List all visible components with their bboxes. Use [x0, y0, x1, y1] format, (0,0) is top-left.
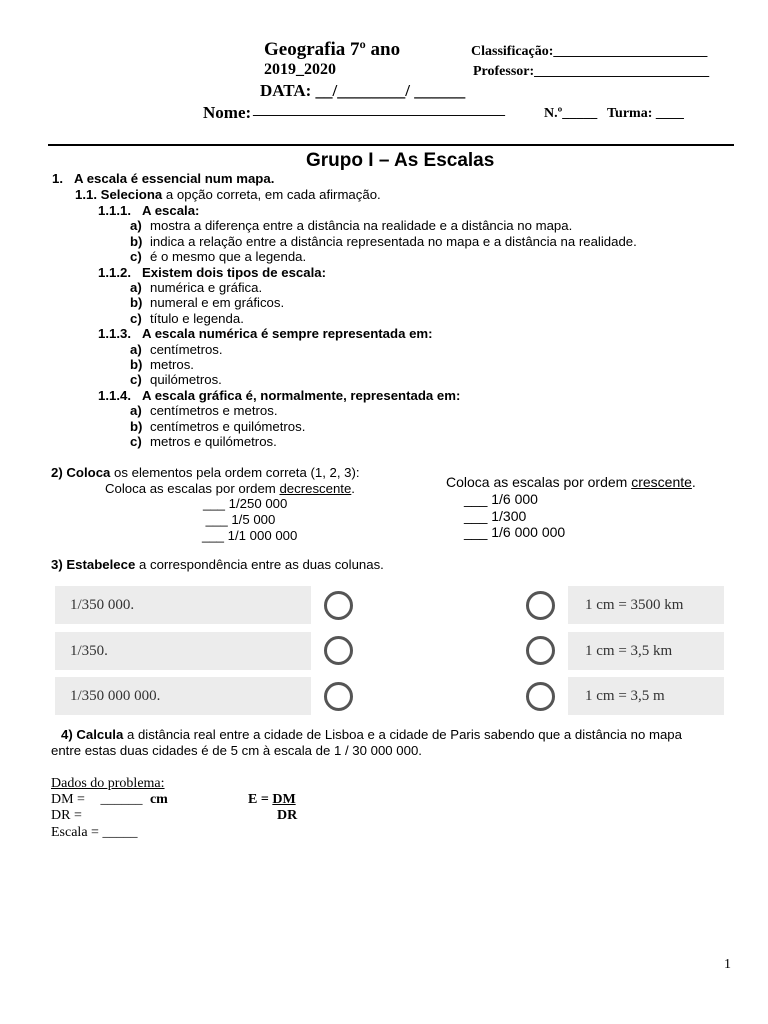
q2-right-instruction	[446, 474, 696, 490]
option-text: numeral e em gráficos.	[150, 295, 285, 311]
classification-field[interactable]: Classificação:______________________	[471, 44, 708, 59]
option-letter: a)	[130, 341, 142, 357]
q2-heading	[51, 465, 360, 480]
answer-option[interactable]	[130, 342, 223, 357]
q3-verb: 3) Estabelece	[51, 557, 136, 572]
q1-subquestion-heading	[98, 203, 199, 218]
equivalence-box-right	[568, 632, 724, 670]
q4-statement	[61, 727, 682, 742]
formula-denominator: DR	[277, 808, 298, 823]
q2-right-instr-text: Coloca as escalas por ordem	[446, 474, 632, 490]
problem-data-title: Dados do problema:	[51, 776, 165, 791]
q1-1-instruction: a opção correta, em cada afirmação.	[162, 187, 381, 202]
scale-box-left	[55, 632, 311, 670]
dr-row: DR =	[51, 808, 82, 823]
q2-left-item[interactable]: ___ 1/1 000 000	[202, 528, 298, 543]
subquestion-number: 1.1.4.	[98, 387, 131, 403]
scale-box-left	[55, 677, 311, 715]
q2-left-instr-order: decrescente	[279, 481, 352, 496]
answer-option[interactable]	[130, 234, 637, 249]
name-label: Nome:	[203, 103, 252, 122]
answer-option[interactable]	[130, 280, 262, 295]
name-field[interactable]: ____________________________________	[253, 103, 505, 118]
equivalence-box-right	[568, 677, 724, 715]
option-letter: a)	[130, 280, 142, 295]
q2-right-item[interactable]: ___ 1/6 000	[464, 491, 538, 507]
subquestion-title: A escala:	[142, 203, 200, 218]
option-letter: a)	[130, 403, 142, 419]
q1-heading	[52, 171, 274, 186]
equivalence-text: 1 cm = 3500 km	[585, 596, 684, 613]
option-letter: b)	[130, 418, 143, 434]
subquestion-number: 1.1.2.	[98, 264, 131, 280]
q1-1-verb: Seleciona	[100, 187, 163, 202]
option-letter: c)	[130, 372, 142, 388]
option-text: centímetros e quilómetros.	[150, 418, 306, 434]
date-field[interactable]: DATA: __/________/ ______	[260, 81, 466, 100]
scale-formula	[248, 792, 296, 808]
number-field[interactable]: N.º_____	[544, 106, 598, 121]
equivalence-text: 1 cm = 3,5 km	[585, 642, 673, 659]
option-letter: b)	[130, 233, 143, 249]
q2-left-item[interactable]: ___ 1/5 000	[202, 512, 276, 527]
option-letter: c)	[130, 249, 142, 265]
q1-1-number: 1.1.	[75, 187, 97, 202]
option-text: centímetros.	[150, 341, 223, 357]
group-title: Grupo I – As Escalas	[306, 150, 495, 171]
q2-right-item[interactable]: ___ 1/300	[464, 508, 527, 524]
school-year: 2019_2020	[264, 61, 336, 78]
formula-e: E =	[248, 792, 269, 807]
option-text: centímetros e metros.	[150, 403, 278, 419]
answer-option[interactable]	[130, 357, 194, 372]
q2-verb: 2) Coloca	[51, 465, 111, 480]
option-text: quilómetros.	[150, 372, 222, 388]
answer-option[interactable]	[130, 311, 244, 326]
match-circle-left[interactable]	[324, 591, 353, 620]
subquestion-number: 1.1.3.	[98, 326, 131, 342]
q2-left-instr-end: .	[351, 481, 355, 496]
header-divider	[48, 144, 734, 146]
q2-instruction: os elementos pela ordem correta (1, 2, 3):	[110, 465, 360, 480]
q2-left-instruction	[105, 481, 355, 496]
option-letter: c)	[130, 310, 142, 326]
answer-option[interactable]	[130, 295, 284, 310]
page-number: 1	[724, 957, 731, 972]
option-text: título e legenda.	[150, 310, 244, 326]
scale-box-left	[55, 586, 311, 624]
dm-row	[51, 792, 168, 808]
formula-numerator: DM	[272, 792, 296, 807]
q1-number: 1.	[52, 171, 63, 186]
q1-1-heading	[75, 187, 381, 202]
q1-subquestion-heading	[98, 265, 326, 280]
escala-blank[interactable]: _____	[102, 825, 138, 840]
match-circle-left[interactable]	[324, 682, 353, 711]
option-letter: c)	[130, 434, 142, 449]
option-letter: a)	[130, 218, 142, 234]
subquestion-number: 1.1.1.	[98, 203, 131, 218]
q1-subquestion-heading	[98, 326, 433, 341]
subquestion-title: A escala numérica é sempre representada em:	[142, 326, 433, 342]
match-circle-right[interactable]	[526, 682, 555, 711]
q4-verb: 4) Calcula	[61, 727, 124, 742]
option-text: mostra a diferença entre a distância na realidade e a distância no mapa.	[150, 218, 573, 234]
q2-left-item[interactable]: ___ 1/250 000	[203, 496, 288, 511]
q3-heading	[51, 557, 384, 572]
answer-option[interactable]	[130, 218, 572, 233]
option-letter: b)	[130, 295, 143, 311]
q4-statement-text: a distância real entre a cidade de Lisboa e a cidade de Paris sabendo que a distância no mapa	[123, 727, 682, 742]
escala-label: Escala =	[51, 825, 99, 840]
equivalence-text: 1 cm = 3,5 m	[585, 687, 665, 704]
option-text: indica a relação entre a distância representada no mapa e a distância na realidade.	[150, 233, 637, 249]
q3-instruction: a correspondência entre as duas colunas.	[135, 557, 384, 572]
q2-right-instr-end: .	[691, 474, 696, 490]
option-letter: b)	[130, 357, 143, 372]
answer-option[interactable]	[130, 434, 277, 449]
scale-text: 1/350 000 000.	[70, 687, 161, 704]
q2-right-item[interactable]: ___ 1/6 000 000	[464, 524, 566, 540]
q1-title: A escala é essencial num mapa.	[74, 171, 275, 186]
option-text: metros.	[150, 357, 194, 372]
q2-left-instr-text: Coloca as escalas por ordem	[105, 481, 280, 496]
match-circle-right[interactable]	[526, 636, 555, 665]
option-text: numérica e gráfica.	[150, 280, 263, 295]
answer-option[interactable]	[130, 372, 222, 387]
match-circle-left[interactable]	[324, 636, 353, 665]
dm-unit: cm	[149, 792, 168, 807]
scale-text: 1/350 000.	[70, 596, 135, 613]
answer-option[interactable]	[130, 249, 306, 264]
teacher-field[interactable]: Professor:_________________________	[473, 64, 710, 79]
option-text: é o mesmo que a legenda.	[150, 249, 307, 265]
answer-option[interactable]	[130, 419, 305, 434]
option-text: metros e quilómetros.	[150, 434, 277, 449]
equivalence-box-right	[568, 586, 724, 624]
match-circle-right[interactable]	[526, 591, 555, 620]
answer-option[interactable]	[130, 403, 278, 418]
q1-subquestion-heading	[98, 388, 460, 403]
subject-title: Geografia 7º ano	[264, 39, 401, 60]
dm-label: DM =	[51, 792, 85, 807]
subquestion-title: Existem dois tipos de escala:	[142, 264, 326, 280]
scale-text: 1/350.	[70, 642, 108, 659]
subquestion-title: A escala gráfica é, normalmente, representada em:	[142, 387, 461, 403]
q4-statement-line2: entre estas duas cidades é de 5 cm à escala de 1 / 30 000 000.	[51, 743, 422, 758]
dm-blank[interactable]: ______	[100, 792, 143, 807]
class-field[interactable]: Turma: ____	[607, 106, 684, 121]
q2-right-instr-order: crescente	[631, 474, 692, 490]
escala-row	[51, 825, 137, 841]
